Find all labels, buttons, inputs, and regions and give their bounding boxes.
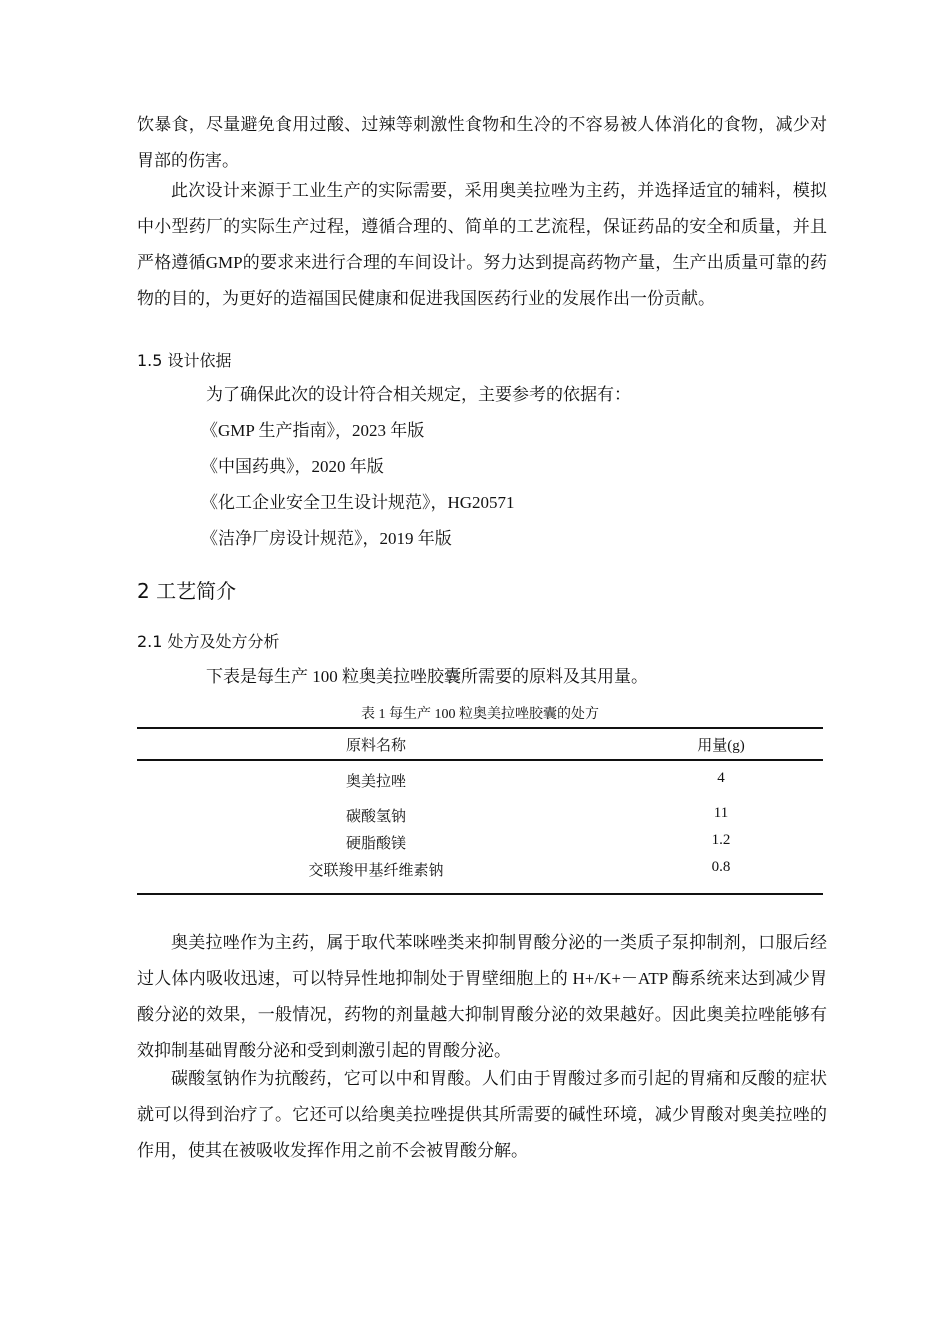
table-cell-material: 交联羧甲基纤维素钠 (308, 863, 444, 879)
table-header-row (137, 729, 823, 761)
reference-item: 《化工企业安全卫生设计规范》，HG20571 (201, 493, 515, 512)
table-cell-material: 碳酸氢钠 (345, 809, 406, 825)
section-2-heading: 2 工艺简介 (137, 579, 237, 603)
reference-item: 《洁净厂房设计规范》，2019 年版 (201, 529, 452, 548)
table-cell-amount: 0.8 (711, 859, 731, 875)
intro-continuation: 饮暴食，尽量避免食用过酸、过辣等刺激性食物和生冷的不容易被人体消化的食物，减少对胃部的伤害。 (137, 115, 827, 170)
table-cell-amount: 11 (713, 805, 729, 821)
formula-table (137, 727, 823, 895)
section-1-5-heading: 1.5 设计依据 (137, 351, 232, 370)
section-2-1-lead: 下表是每生产 100 粒奥美拉唑胶囊所需要的原料及其用量。 (206, 667, 648, 686)
table-header-amount: 用量(g) (697, 738, 745, 754)
analysis-paragraph-omeprazole: 奥美拉唑作为主药，属于取代苯咪唑类来抑制胃酸分泌的一类质子泵抑制剂，口服后经过人体内吸收迅速，可以特异性地抑制处于胃壁细胞上的 H+/K+－ATP 酶系统来达到减少胃酸分泌的效果，一般情况，药物的剂量越大抑制胃酸分泌的效果越好。因此奥美拉唑能够有效抑制基础胃酸分泌和受到刺激引起的胃酸分泌。 (137, 933, 827, 1060)
section-2-1-heading: 2.1 处方及处方分析 (137, 632, 280, 651)
intro-paragraph: 此次设计来源于工业生产的实际需要，采用奥美拉唑为主药，并选择适宜的辅料，模拟中小型药厂的实际生产过程，遵循合理的、简单的工艺流程，保证药品的安全和质量，并且严格遵循GMP的要求来进行合理的车间设计。努力达到提高药物产量，生产出质量可靠的药物的目的，为更好的造福国民健康和促进我国医药行业的发展作出一份贡献。 (137, 181, 827, 308)
table-cell-material: 硬脂酸镁 (345, 836, 406, 852)
reference-item: 《中国药典》，2020 年版 (201, 457, 384, 476)
table-caption: 表 1 每生产 100 粒奥美拉唑胶囊的处方 (361, 707, 599, 722)
reference-item: 《GMP 生产指南》，2023 年版 (201, 421, 425, 440)
table-header-material: 原料名称 (345, 738, 406, 754)
analysis-paragraph-sodium-bicarbonate: 碳酸氢钠作为抗酸药，它可以中和胃酸。人们由于胃酸过多而引起的胃痛和反酸的症状就可以得到治疗了。它还可以给奥美拉唑提供其所需要的碱性环境，减少胃酸对奥美拉唑的作用，使其在被吸收发挥作用之前不会被胃酸分解。 (137, 1069, 827, 1160)
table-cell-amount: 1.2 (711, 832, 731, 848)
table-cell-material: 奥美拉唑 (345, 774, 406, 790)
table-cell-amount: 4 (717, 770, 725, 786)
section-1-5-lead: 为了确保此次的设计符合相关规定，主要参考的依据有： (206, 385, 631, 404)
